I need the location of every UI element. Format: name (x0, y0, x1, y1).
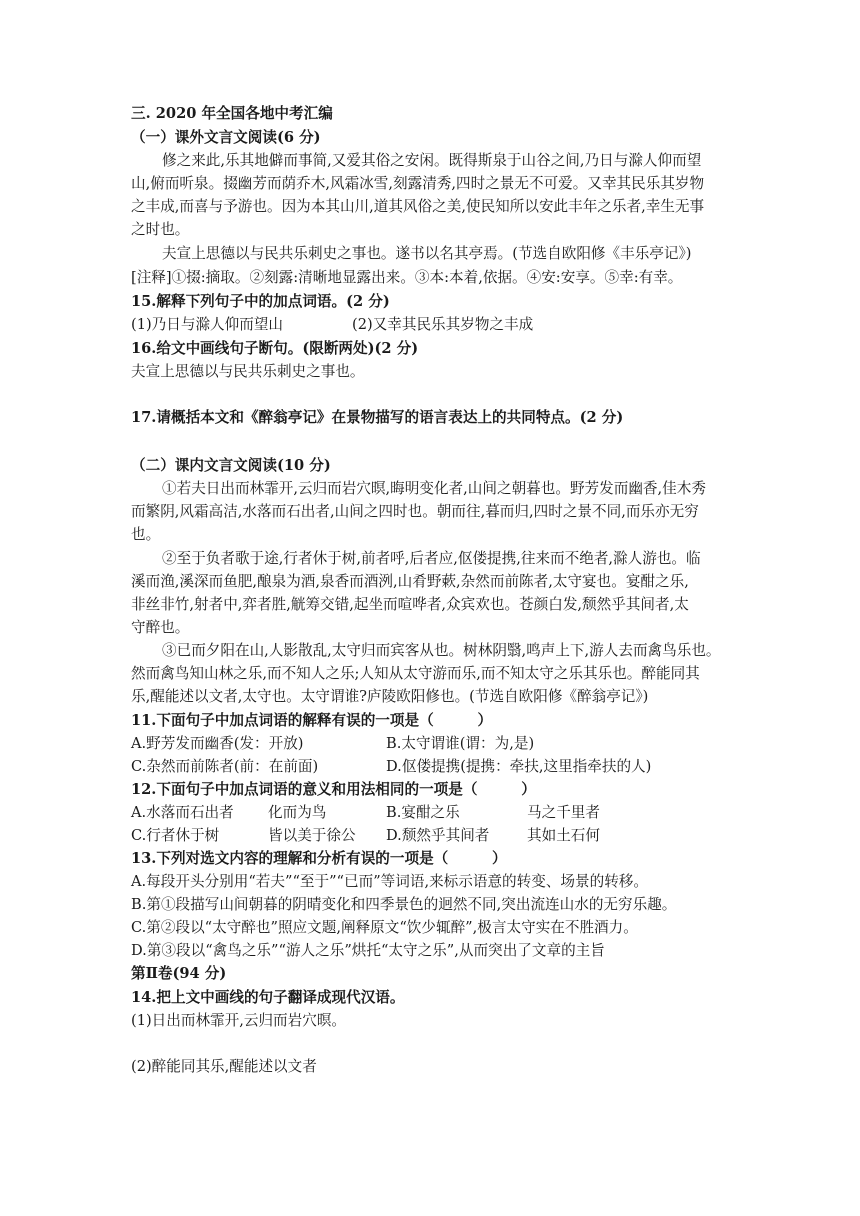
question-12-option-b-pair: 马之千里者 (527, 804, 600, 821)
passage-line: 修之来此,乐其地僻而事简,又爱其俗之安闲。既得斯泉于山谷之间,乃日与滁人仰而望 (162, 152, 702, 169)
passage-line: 也。 (131, 526, 161, 543)
question-14-item-1: (1)日出而林霏开,云归而岩穴暝。 (131, 1012, 347, 1029)
question-12-option-b: B.宴酣之乐 (386, 804, 460, 821)
passage-line: 守醉也。 (131, 619, 190, 636)
question-11-option-b: B.太守谓谁(谓：为,是) (386, 735, 535, 752)
passage-line: 之丰成,而喜与予游也。因为本其山川,道其风俗之美,使民知所以安此丰年之乐者,幸生无事 (131, 198, 705, 215)
question-11-option-c: C.杂然而前陈者(前：在前面) (131, 758, 319, 775)
question-16-title: 16.给文中画线句子断句。(限断两处)(2 分) (131, 340, 419, 357)
passage-line: 山,俯而听泉。掇幽芳而荫乔木,风霜冰雪,刻露清秀,四时之景无不可爱。又幸其民乐其岁物 (131, 175, 705, 192)
question-12-option-c-pair: 皆以美于徐公 (268, 827, 356, 844)
question-11-option-d: D.伛偻提携(提携：牵扶,这里指牵扶的人) (386, 758, 652, 775)
question-15-item-2: (2)又幸其民乐其岁物之丰成 (352, 316, 534, 333)
question-17-title: 17.请概括本文和《醉翁亭记》在景物描写的语言表达上的共同特点。(2 分) (131, 409, 624, 426)
question-11-title: 11.下面句子中加点词语的解释有误的一项是（ ） (131, 712, 493, 729)
part2-heading: （二）课内文言文阅读(10 分) (131, 457, 331, 474)
question-13-option-c: C.第②段以“太守醉也”照应文题,阐释原文“饮少辄醉”,极言太守实在不胜酒力。 (131, 919, 638, 936)
passage-line: 而繁阴,风霜高洁,水落而石出者,山间之四时也。朝而往,暮而归,四时之景不同,而乐亦无穷 (131, 503, 699, 520)
question-13-title: 13.下列对选文内容的理解和分析有误的一项是（ ） (131, 850, 507, 867)
passage-line: 乐,醒能述以文者,太守也。太守谓谁?庐陵欧阳修也。(节选自欧阳修《醉翁亭记》) (131, 688, 649, 705)
passage-line: 然而禽鸟知山林之乐,而不知人之乐;人知从太守游而乐,而不知太守之乐其乐也。醉能同其 (131, 665, 700, 682)
question-14-item-2: (2)醉能同其乐,醒能述以文者 (131, 1058, 317, 1075)
question-12-option-a: A.水落而石出者 (131, 804, 234, 821)
passage-line: ①若夫日出而林霏开,云归而岩穴暝,晦明变化者,山间之朝暮也。野芳发而幽香,佳木秀 (162, 480, 706, 497)
question-13-option-d: D.第③段以“禽鸟之乐”“游人之乐”烘托“太守之乐”,从而突出了文章的主旨 (131, 942, 605, 959)
question-12-title: 12.下面句子中加点词语的意义和用法相同的一项是（ ） (131, 781, 536, 798)
volume-2-heading: 第Ⅱ卷(94 分) (131, 965, 227, 982)
question-15-title: 15.解释下列句子中的加点词语。(2 分) (131, 293, 390, 310)
question-16-text: 夫宣上思德以与民共乐刺史之事也。 (131, 363, 365, 380)
part1-heading: （一）课外文言文阅读(6 分) (131, 129, 321, 146)
passage-line: 溪而渔,溪深而鱼肥,酿泉为酒,泉香而酒洌,山肴野蔌,杂然而前陈者,太守宴也。宴酣之乐, (131, 573, 689, 590)
annotation-note: [注释]①掇:摘取。②刻露:清晰地显露出来。③本:本着,依据。④安:安享。⑤幸:有幸。 (131, 269, 683, 286)
question-12-option-d-pair: 其如土石何 (527, 827, 600, 844)
question-11-option-a: A.野芳发而幽香(发：开放) (131, 735, 304, 752)
question-13-option-a: A.每段开头分别用“若夫”“至于”“已而”等词语,来标示语意的转变、场景的转移。 (131, 873, 648, 890)
question-15-item-1: (1)乃日与滁人仰而望山 (131, 316, 284, 333)
passage-line: 非丝非竹,射者中,弈者胜,觥筹交错,起坐而喧哗者,众宾欢也。苍颜白发,颓然乎其间者,太 (131, 596, 689, 613)
passage-line: 夫宣上思德以与民共乐刺史之事也。遂书以名其亭焉。(节选自欧阳修《丰乐亭记》) (162, 245, 692, 262)
question-12-option-d: D.颓然乎其间者 (386, 827, 490, 844)
passage-line: ②至于负者歌于途,行者休于树,前者呼,后者应,伛偻提携,往来而不绝者,滁人游也。临 (162, 550, 701, 567)
question-13-option-b: B.第①段描写山间朝暮的阴晴变化和四季景色的迥然不同,突出流连山水的无穷乐趣。 (131, 896, 677, 913)
passage-line: ③已而夕阳在山,人影散乱,太守归而宾客从也。树林阴翳,鸣声上下,游人去而禽鸟乐也。 (162, 642, 721, 659)
question-14-title: 14.把上文中画线的句子翻译成现代汉语。 (131, 989, 405, 1006)
section-title: 三. 2020 年全国各地中考汇编 (131, 105, 333, 122)
question-12-option-a-pair: 化而为鸟 (268, 804, 327, 821)
question-12-option-c: C.行者休于树 (131, 827, 220, 844)
passage-line: 之时也。 (131, 221, 190, 238)
